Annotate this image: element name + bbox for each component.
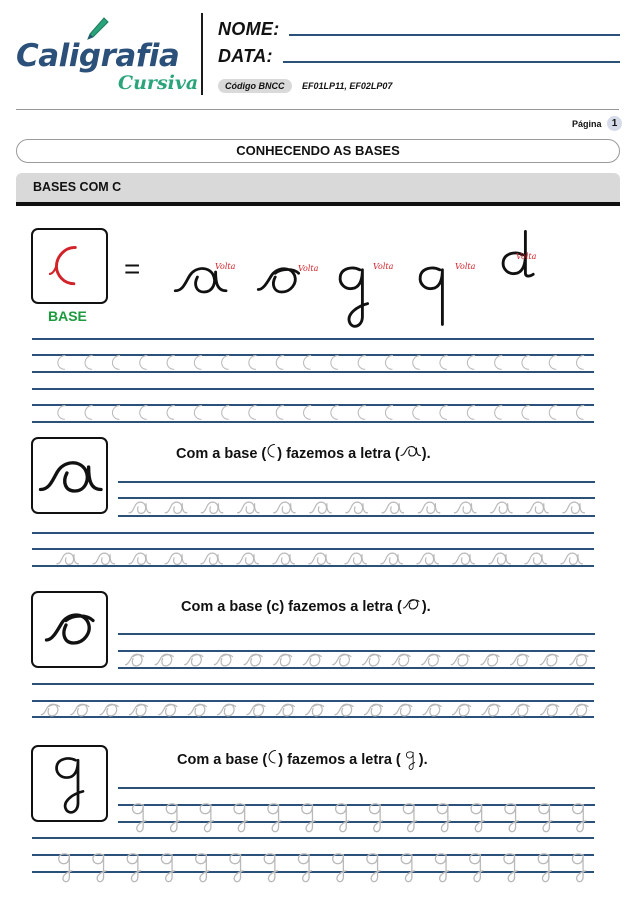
trace-glyph-c [167,356,174,370]
trace-glyph-c [167,406,174,420]
trace-glyph-a [417,553,438,564]
trace-glyph-o [481,654,499,666]
trace-glyph-o [364,704,382,716]
guide-line [32,837,594,839]
base-c-icon [33,230,106,302]
name-field[interactable] [289,34,620,36]
trace-glyph-c [385,406,392,420]
trace-glyph-g [538,854,551,882]
trace-glyph-g [234,804,247,832]
trace-glyph-a [273,553,294,564]
trace-glyph-g [504,854,517,882]
bncc-badge: Código BNCC [218,79,292,93]
trace-glyph-a [418,502,439,513]
letter-a-icon [33,439,106,512]
trace-glyph-o [541,704,559,716]
trace-glyph-c [194,356,201,370]
trace-glyph-g [127,854,140,882]
trace-glyph-o [41,704,59,716]
trace-glyph-o [100,704,118,716]
trace-glyph-o [482,704,500,716]
guide-line [32,388,594,390]
equals-sign: = [124,253,141,284]
guide-line [118,787,595,789]
section-rule [16,202,620,206]
trace-glyph-a [453,553,474,564]
trace-glyph-a [57,553,78,564]
trace-row-a[interactable] [50,548,590,566]
trace-glyph-c [495,406,502,420]
trace-glyph-g [470,854,483,882]
guide-line [118,481,595,483]
trace-glyph-c [358,356,365,370]
trace-glyph-a [527,502,548,513]
example-letter-d [493,228,553,300]
trace-glyph-o [511,654,529,666]
trace-glyph-c [577,356,584,370]
trace-glyph-c [549,406,556,420]
trace-glyph-o [423,704,441,716]
trace-glyph-g [437,804,450,832]
trace-glyph-o [185,654,203,666]
guide-line [32,338,594,340]
volta-label: Volta [215,262,236,271]
guide-line [32,421,594,423]
trace-glyph-c [577,406,584,420]
trace-glyph-c [58,406,65,420]
trace-glyph-c [85,356,92,370]
letter-a-box [31,437,108,514]
trace-glyph-o [129,704,147,716]
header-rule [16,109,619,110]
trace-glyph-g [367,854,380,882]
trace-glyph-o [306,704,324,716]
trace-glyph-a [561,553,582,564]
trace-glyph-a [201,553,222,564]
trace-glyph-c [140,356,147,370]
trace-glyph-a [238,502,259,513]
trace-glyph-g [161,854,174,882]
trace-glyph-c [549,356,556,370]
trace-row-c[interactable] [48,405,594,421]
trace-glyph-o [540,654,558,666]
trace-glyph-o [276,704,294,716]
trace-glyph-c [249,356,256,370]
guide-line [32,683,594,685]
trace-glyph-c [440,356,447,370]
trace-glyph-a [381,553,402,564]
trace-glyph-g [333,854,346,882]
trace-glyph-o [422,654,440,666]
trace-row-c[interactable] [48,355,594,371]
letter-g-icon [33,747,106,820]
date-label: DATA: [218,46,273,66]
date-field[interactable] [283,61,620,63]
trace-glyph-c [385,356,392,370]
trace-glyph-g [573,804,586,832]
letter-o-icon [33,593,106,666]
trace-glyph-c [331,406,338,420]
trace-glyph-a [525,553,546,564]
letter-o-box [31,591,108,668]
trace-row-o[interactable] [36,700,594,718]
trace-glyph-a [489,553,510,564]
trace-glyph-c [413,406,420,420]
page-title: CONHECENDO AS BASES [16,139,620,163]
trace-glyph-c [112,356,119,370]
volta-label: Volta [373,262,394,271]
trace-glyph-a [129,553,150,564]
trace-glyph-c [358,406,365,420]
trace-glyph-c [440,406,447,420]
trace-glyph-o [363,654,381,666]
section-heading: BASES COM C [16,173,620,202]
trace-glyph-g [370,804,383,832]
guide-line [118,633,595,635]
trace-glyph-c [522,356,529,370]
trace-glyph-g [298,854,311,882]
letter-a-glyph [400,444,422,458]
trace-row-a[interactable] [122,497,592,515]
guide-line [32,371,594,373]
trace-glyph-c [467,406,474,420]
trace-glyph-c [495,356,502,370]
trace-glyph-c [194,406,201,420]
trace-glyph-o [71,704,89,716]
volta-label: Volta [298,264,319,273]
trace-glyph-o [244,654,262,666]
trace-glyph-c [276,406,283,420]
guide-line [32,532,594,534]
trace-glyph-g [401,854,414,882]
trace-glyph-o [155,654,173,666]
exercise-sentence: Com a base ( ) fazemos a letra ( ). [176,444,431,462]
header-divider [201,13,203,95]
trace-glyph-o [392,654,410,666]
trace-glyph-g [302,804,315,832]
trace-glyph-g [230,854,243,882]
trace-glyph-a [563,502,584,513]
exercise-sentence: Com a base ( ) fazemos a letra ( ). [177,750,428,772]
trace-glyph-c [304,406,311,420]
trace-glyph-o [303,654,321,666]
base-label: BASE [48,308,87,324]
trace-glyph-g [505,804,518,832]
trace-glyph-c [140,406,147,420]
exercise-sentence: Com a base (c) fazemos a letra ( ). [181,597,431,615]
trace-glyph-g [166,804,179,832]
trace-row-g[interactable] [120,801,594,839]
letter-g-glyph [401,750,419,772]
trace-glyph-a [274,502,295,513]
trace-glyph-c [276,356,283,370]
trace-glyph-c [112,406,119,420]
trace-glyph-g [268,804,281,832]
trace-glyph-o [570,654,588,666]
volta-label: Volta [455,262,476,271]
trace-glyph-a [201,502,222,513]
trace-glyph-o [247,704,265,716]
trace-glyph-a [382,502,403,513]
trace-glyph-c [249,406,256,420]
trace-glyph-o [188,704,206,716]
base-c-glyph [267,750,278,764]
trace-glyph-o [333,654,351,666]
trace-glyph-o [570,704,588,716]
trace-glyph-g [200,804,213,832]
letter-o-glyph [402,597,422,611]
trace-glyph-a [129,502,150,513]
trace-glyph-c [58,356,65,370]
trace-glyph-g [93,854,106,882]
trace-row-g[interactable] [46,851,594,891]
letter-g-box [31,745,108,822]
trace-glyph-a [310,502,331,513]
trace-glyph-o [274,654,292,666]
trace-glyph-c [467,356,474,370]
trace-glyph-g [539,804,552,832]
trace-glyph-g [403,804,416,832]
trace-glyph-o [218,704,236,716]
logo-subtitle: Cursiva [118,72,199,94]
trace-glyph-o [214,654,232,666]
trace-glyph-o [394,704,412,716]
trace-glyph-g [572,854,585,882]
bncc-codes: EF01LP11, EF02LP07 [302,81,393,91]
trace-glyph-a [454,502,475,513]
volta-label: Volta [516,252,537,261]
trace-glyph-o [126,654,144,666]
trace-glyph-o [159,704,177,716]
page-number: 1 [607,116,622,131]
trace-glyph-c [331,356,338,370]
trace-glyph-a [345,553,366,564]
trace-glyph-a [346,502,367,513]
trace-glyph-g [133,804,146,832]
page-label: Página [572,119,602,129]
name-label: NOME: [218,19,280,39]
trace-glyph-a [165,553,186,564]
trace-glyph-a [309,553,330,564]
trace-glyph-g [59,854,72,882]
trace-glyph-c [304,356,311,370]
trace-glyph-c [222,356,229,370]
trace-glyph-a [93,553,114,564]
trace-glyph-o [453,704,471,716]
trace-glyph-c [413,356,420,370]
trace-glyph-a [491,502,512,513]
base-box [31,228,108,304]
trace-glyph-g [471,804,484,832]
guide-line [118,515,595,517]
trace-glyph-o [335,704,353,716]
logo-title: Caligrafia [16,38,180,74]
trace-glyph-a [165,502,186,513]
trace-glyph-g [264,854,277,882]
base-c-glyph [266,444,277,458]
trace-glyph-c [85,406,92,420]
trace-glyph-o [511,704,529,716]
trace-glyph-c [222,406,229,420]
trace-glyph-a [237,553,258,564]
trace-glyph-o [451,654,469,666]
trace-glyph-c [522,406,529,420]
trace-glyph-g [435,854,448,882]
trace-glyph-g [336,804,349,832]
trace-row-o[interactable] [120,650,594,668]
trace-glyph-g [196,854,209,882]
